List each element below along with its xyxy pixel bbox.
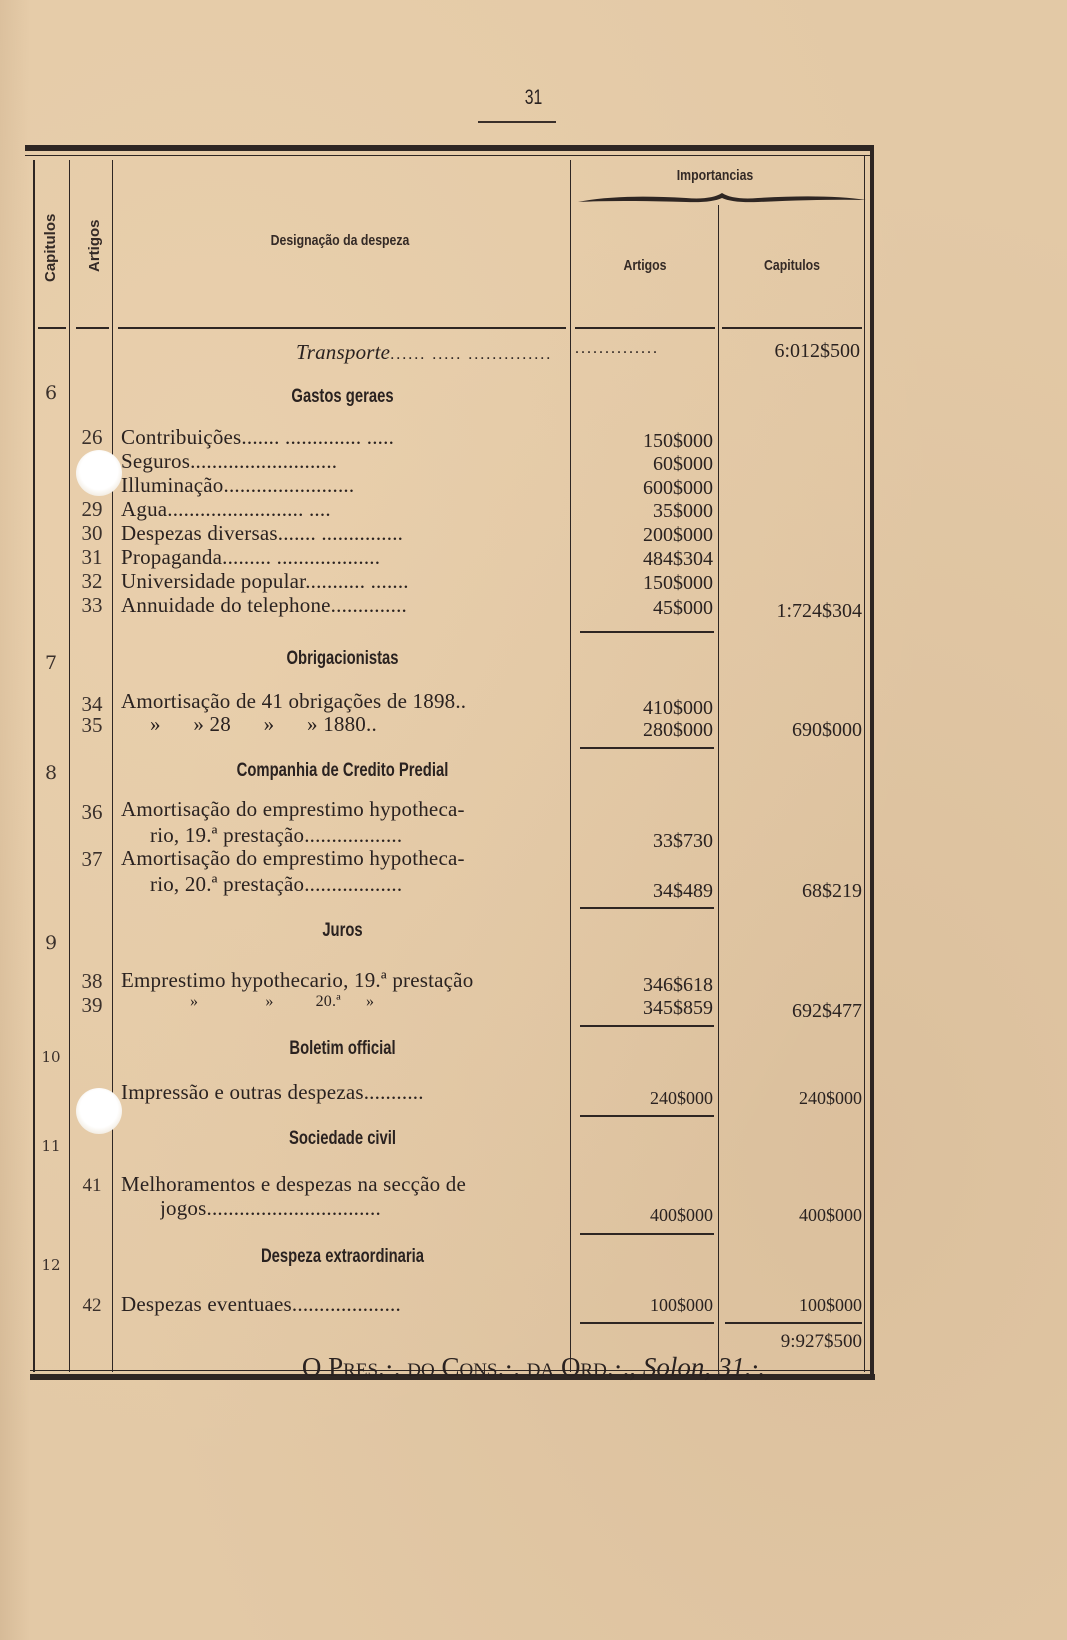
header-capitulos: Capitulos	[42, 213, 59, 282]
punch-hole	[76, 1088, 122, 1134]
col-border-amount-artigos	[718, 205, 719, 1372]
item-amount: 345$859	[643, 997, 713, 1019]
subtotal-rule	[580, 747, 714, 749]
item-description: Agua......................... ....	[121, 497, 331, 521]
signature-name: Solon, 31.·.	[642, 1352, 766, 1382]
header-rule	[575, 327, 715, 329]
capitulo-number: 9	[44, 932, 58, 954]
artigo-number: 34	[81, 692, 103, 716]
section-title: Juros	[322, 920, 363, 941]
item-amount: 150$000	[643, 430, 713, 452]
artigo-number: 42	[82, 1295, 102, 1316]
header-rule	[722, 327, 862, 329]
table-top-rule	[25, 145, 873, 151]
col-border-right-inner	[864, 155, 865, 1372]
item-description: Amortisação do emprestimo hypotheca-	[121, 846, 465, 870]
subtotal-rule	[580, 907, 714, 909]
item-description-cont: rio, 19.ª prestação..................	[150, 823, 403, 847]
artigo-number: 33	[81, 593, 103, 617]
section-total: 240$000	[799, 1088, 862, 1108]
header-artigos: Artigos	[86, 219, 103, 272]
item-amount: 280$000	[643, 719, 713, 741]
item-description: Impressão e outras despezas...........	[121, 1080, 424, 1104]
leader-dots: ...... ..... ..............	[390, 346, 553, 363]
section-total: 100$000	[799, 1295, 862, 1315]
signature-da: da	[526, 1352, 555, 1382]
section-total: 692$477	[792, 1000, 862, 1022]
signature-do: do	[407, 1352, 435, 1382]
item-amount: 200$000	[643, 524, 713, 546]
artigo-number: 39	[81, 993, 103, 1017]
item-description: Universidade popular........... .......	[121, 569, 409, 593]
capitulo-number: 11	[41, 1137, 61, 1155]
item-amount: 484$304	[643, 548, 713, 570]
subtotal-rule	[580, 631, 714, 633]
item-amount: 45$000	[653, 597, 713, 619]
col-border-capitulos	[69, 160, 70, 1372]
capitulo-number: 10	[41, 1048, 61, 1066]
item-amount: 33$730	[653, 830, 713, 852]
leader-dots: ..............	[575, 340, 659, 357]
artigo-number: 30	[81, 521, 103, 545]
item-description: Annuidade do telephone..............	[121, 593, 407, 617]
item-description: Propaganda......... ...................	[121, 545, 381, 569]
header-rule	[38, 327, 66, 329]
item-description: Amortisação do emprestimo hypotheca-	[121, 797, 465, 821]
artigo-number: 35	[81, 713, 103, 737]
item-description: » » 20.ª »	[190, 993, 375, 1010]
brace-icon	[576, 190, 868, 208]
item-amount: 400$000	[650, 1205, 713, 1225]
col-border-designacao	[570, 160, 571, 1372]
capitulo-number: 12	[41, 1256, 61, 1274]
transporte-amount: 6:012$500	[774, 340, 860, 362]
item-amount: 410$000	[643, 697, 713, 719]
section-total: 68$219	[802, 880, 862, 902]
item-description: Emprestimo hypothecario, 19.ª prestação	[121, 968, 474, 992]
item-description-cont: rio, 20.ª prestação..................	[150, 872, 403, 896]
section-total: 690$000	[792, 719, 862, 741]
artigo-number: 31	[81, 545, 103, 569]
item-description: Melhoramentos e despezas na secção de	[121, 1172, 466, 1196]
section-title: Gastos geraes	[291, 386, 394, 407]
grand-total: 9:927$500	[780, 1331, 862, 1352]
artigo-number: 37	[81, 847, 103, 871]
item-amount: 100$000	[650, 1295, 713, 1315]
item-description: Seguros...........................	[121, 449, 338, 473]
subtotal-rule	[580, 1025, 714, 1027]
artigo-number: 32	[81, 569, 103, 593]
item-amount: 150$000	[643, 572, 713, 594]
transporte-row	[296, 340, 570, 365]
section-total: 1:724$304	[776, 600, 862, 622]
artigo-number: 26	[81, 425, 103, 449]
section-title: Sociedade civil	[288, 1128, 397, 1149]
signature-ord: Ord.·.,	[560, 1352, 637, 1382]
header-rule	[118, 327, 566, 329]
header-importancias: Importancias	[676, 167, 754, 184]
capitulo-number: 8	[44, 762, 58, 784]
section-title: Boletim official	[289, 1038, 396, 1059]
section-title: Despeza extraordinaria	[260, 1246, 425, 1267]
subtotal-rule	[580, 1233, 714, 1235]
item-description: Contribuições....... .............. .....	[121, 425, 395, 449]
artigo-number: 36	[81, 800, 103, 824]
item-amount: 34$489	[653, 880, 713, 902]
page-number-rule	[478, 121, 556, 123]
header-importancias-artigos: Artigos	[623, 257, 667, 274]
punch-hole	[76, 450, 122, 496]
item-description: » » 28 » » 1880..	[150, 712, 377, 736]
subtotal-rule	[580, 1115, 714, 1117]
col-border-right-outer	[870, 145, 874, 1378]
signature-line	[0, 1352, 1067, 1383]
signature-o: O	[301, 1352, 322, 1382]
item-amount: 60$000	[653, 453, 713, 475]
capitulo-number: 7	[44, 652, 58, 674]
section-total: 400$000	[799, 1205, 862, 1225]
subtotal-rule	[580, 1322, 714, 1324]
item-description: Amortisação de 41 obrigações de 1898..	[121, 689, 467, 713]
item-description: Despezas eventuaes....................	[121, 1292, 401, 1316]
artigo-number: 41	[82, 1175, 102, 1196]
transporte-label: Transporte	[296, 340, 391, 364]
artigo-number: 38	[81, 969, 103, 993]
header-importancias-capitulos: Capitulos	[763, 257, 821, 274]
total-rule	[725, 1322, 862, 1324]
item-amount: 600$000	[643, 477, 713, 499]
col-border-artigos	[112, 160, 113, 1372]
capitulo-number: 6	[44, 382, 58, 404]
section-title: Obrigacionistas	[286, 648, 399, 669]
item-amount: 35$000	[653, 500, 713, 522]
page-number: 31	[524, 86, 543, 109]
item-description: Illuminação........................	[121, 473, 355, 497]
item-amount: 346$618	[643, 974, 713, 996]
item-amount: 240$000	[650, 1088, 713, 1108]
signature-cons: Cons.·.	[441, 1352, 520, 1382]
table-top-rule-thin	[25, 155, 870, 156]
col-border-left	[33, 160, 35, 1372]
artigo-number: 29	[81, 497, 103, 521]
section-title: Companhia de Credito Predial	[236, 760, 449, 781]
item-description-cont: jogos................................	[160, 1196, 381, 1220]
header-designacao: Designação da despeza	[270, 232, 410, 249]
item-description: Despezas diversas....... ...............	[121, 521, 404, 545]
signature-pres: Pres.·.	[328, 1352, 401, 1382]
header-rule	[76, 327, 109, 329]
